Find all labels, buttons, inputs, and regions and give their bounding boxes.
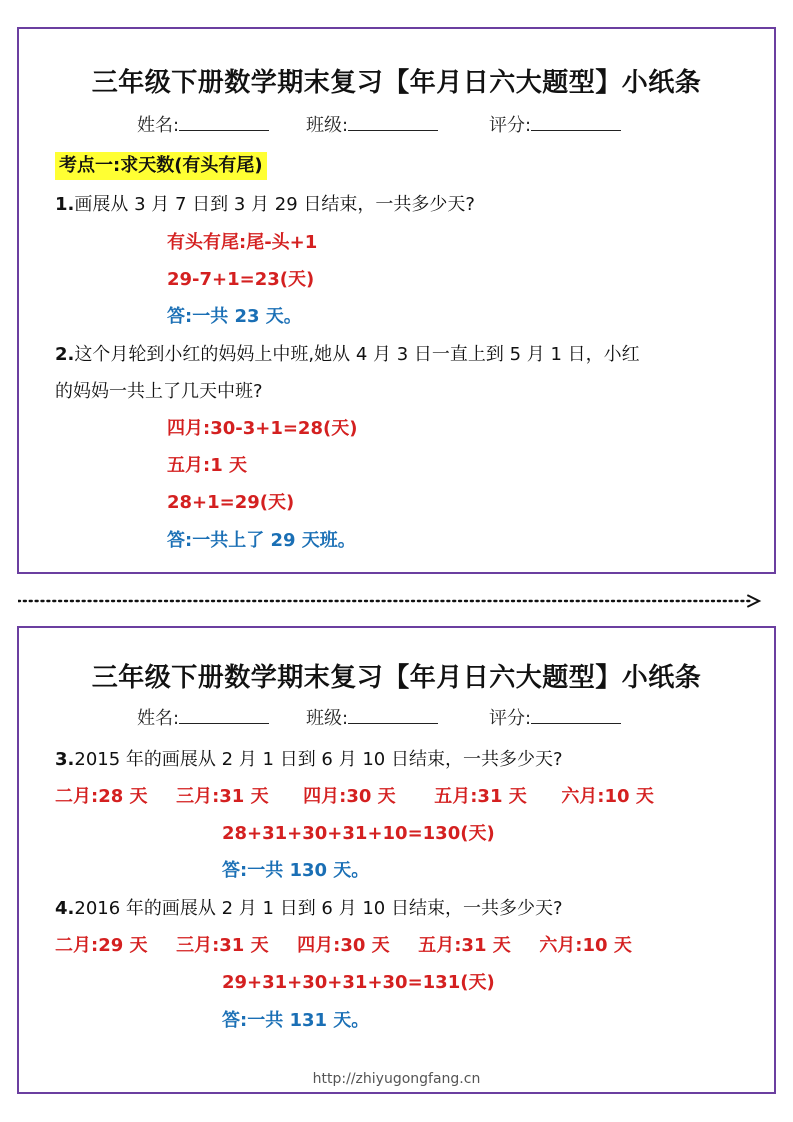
question-number: 1. xyxy=(55,194,75,215)
answer-line: 28+1=29(天) xyxy=(167,492,295,513)
class-field xyxy=(306,704,438,730)
footer-url: http://zhiyugongfang.cn xyxy=(312,1071,481,1087)
month-days: 五月:31 天 xyxy=(434,786,527,807)
question-number: 3. xyxy=(55,749,75,770)
name-label: 姓名: xyxy=(137,708,180,729)
month-days-row xyxy=(55,785,654,809)
class-field xyxy=(306,111,438,137)
name-blank xyxy=(179,707,269,724)
class-blank xyxy=(348,114,438,131)
month-days: 三月:31 天 xyxy=(176,935,269,956)
answer-line: 四月:30-3+1=28(天) xyxy=(167,418,358,439)
score-blank xyxy=(531,114,621,131)
question-2 xyxy=(55,343,640,367)
worksheet-card-2 xyxy=(17,626,776,1094)
score-field xyxy=(489,111,621,137)
question-2-continued: 的妈妈一共上了几天中班? xyxy=(55,381,263,402)
question-3 xyxy=(55,748,563,772)
class-blank xyxy=(348,707,438,724)
name-field xyxy=(137,111,269,137)
answer-line: 五月:1 天 xyxy=(167,455,247,476)
name-label: 姓名: xyxy=(137,115,180,136)
question-number: 2. xyxy=(55,344,75,365)
answer-statement: 答:一共 131 天。 xyxy=(222,1010,370,1031)
class-label: 班级: xyxy=(306,115,349,136)
month-days: 二月:29 天 xyxy=(55,935,148,956)
keypoint-heading: 考点一:求天数(有头有尾) xyxy=(55,152,267,180)
answer-statement: 答:一共上了 29 天班。 xyxy=(167,530,356,551)
question-text: 2015 年的画展从 2 月 1 日到 6 月 10 日结束，一共多少天? xyxy=(74,749,563,770)
question-text: 画展从 3 月 7 日到 3 月 29 日结束，一共多少天? xyxy=(74,194,475,215)
month-days: 四月:30 天 xyxy=(303,786,396,807)
question-text: 2016 年的画展从 2 月 1 日到 6 月 10 日结束，一共多少天? xyxy=(74,898,563,919)
answer-statement: 答:一共 130 天。 xyxy=(222,860,370,881)
month-days: 四月:30 天 xyxy=(297,935,390,956)
score-label: 评分: xyxy=(489,708,532,729)
question-4 xyxy=(55,897,563,921)
month-days: 二月:28 天 xyxy=(55,786,148,807)
month-days: 五月:31 天 xyxy=(418,935,511,956)
score-blank xyxy=(531,707,621,724)
month-days: 六月:10 天 xyxy=(539,935,632,956)
answer-line: 29-7+1=23(天) xyxy=(167,269,315,290)
question-number: 4. xyxy=(55,898,75,919)
answer-line: 有头有尾:尾-头+1 xyxy=(167,232,318,253)
name-field xyxy=(137,704,269,730)
class-label: 班级: xyxy=(306,708,349,729)
score-label: 评分: xyxy=(489,115,532,136)
name-blank xyxy=(179,114,269,131)
month-days-row xyxy=(55,934,632,958)
card-title: 三年级下册数学期末复习【年月日六大题型】小纸条 xyxy=(91,663,702,693)
answer-statement: 答:一共 23 天。 xyxy=(167,306,302,327)
score-field xyxy=(489,704,621,730)
dotted-arrow-divider xyxy=(18,594,763,608)
answer-line: 28+31+30+31+10=130(天) xyxy=(222,823,495,844)
month-days: 六月:10 天 xyxy=(561,786,654,807)
answer-line: 29+31+30+31+30=131(天) xyxy=(222,972,495,993)
month-days: 三月:31 天 xyxy=(176,786,269,807)
question-text: 这个月轮到小红的妈妈上中班,她从 4 月 3 日一直上到 5 月 1 日，小红 xyxy=(74,344,640,365)
worksheet-card-1 xyxy=(17,27,776,574)
question-1 xyxy=(55,193,475,217)
card-title: 三年级下册数学期末复习【年月日六大题型】小纸条 xyxy=(91,68,702,98)
